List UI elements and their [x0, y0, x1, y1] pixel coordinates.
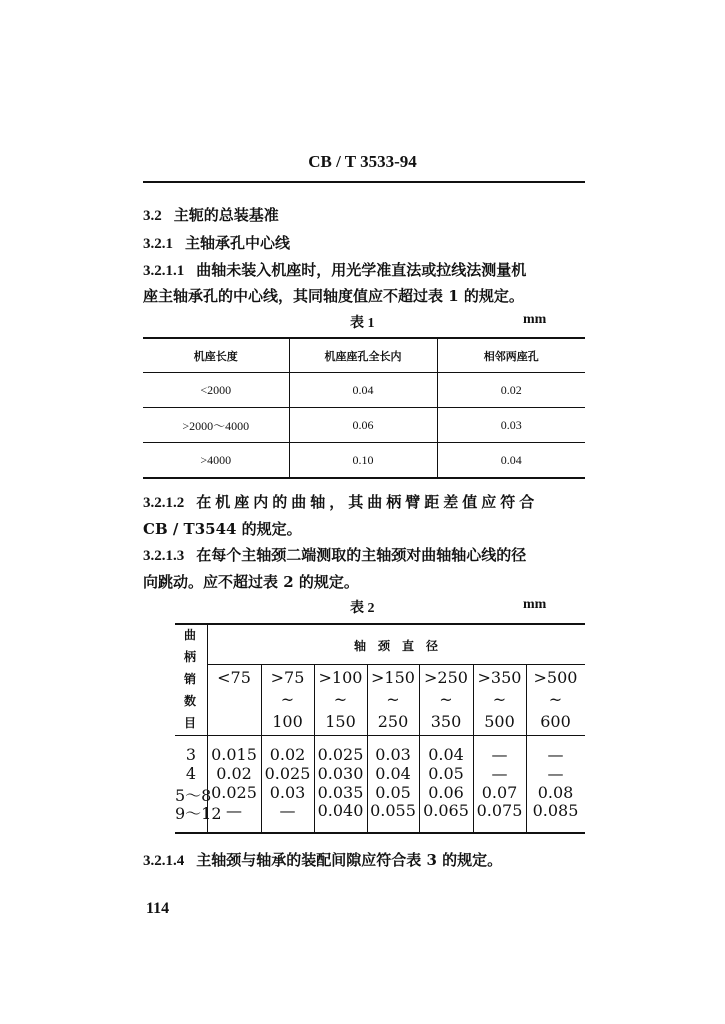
- section-3-2-1-1-line1: [143, 259, 526, 280]
- table2-cell: —: [279, 801, 296, 820]
- table2-cell: 0.04: [375, 764, 411, 783]
- table2-cell: —: [491, 745, 508, 764]
- table2-col-header-mid: ~: [439, 690, 453, 709]
- section-number: 3.2.1.2: [143, 495, 185, 511]
- section-3-2-1-3-line1: [143, 544, 526, 565]
- table2-col-header-top: >100: [318, 668, 363, 687]
- table2-cell: 0.03: [375, 745, 411, 764]
- section-3-2-1-2-line1: [143, 491, 538, 512]
- table2-col-header-mid: ~: [280, 690, 295, 709]
- table2-cell: 0.085: [532, 801, 579, 820]
- table-row: [143, 443, 585, 479]
- table2-cell: 0.08: [537, 783, 574, 802]
- table2-divider: [207, 664, 585, 665]
- paragraph-text: 在每个主轴颈二端测取的主轴颈对曲轴轴心线的径: [196, 546, 527, 564]
- table2-cell: 0.065: [423, 801, 469, 820]
- table2-col-header-top: >150: [371, 668, 415, 687]
- section-3-2-1-heading: [143, 232, 290, 253]
- table2-col-header-top: >75: [270, 668, 305, 687]
- table1-cell: 0.10: [289, 443, 437, 479]
- table2-cell: 0.040: [317, 801, 364, 820]
- table2-cell: 0.02: [269, 745, 306, 764]
- paragraph-text: 主轴颈与轴承的装配间隙应符合表 3 的规定。: [196, 851, 503, 869]
- section-title: 主轴承孔中心线: [185, 234, 291, 252]
- table2-cell: 0.05: [428, 764, 464, 783]
- table2-rowheader-char: 目: [183, 716, 196, 730]
- table1-header-cell: 机座长度: [143, 338, 289, 373]
- table1-unit: mm: [523, 312, 547, 327]
- table2-group-header: 轴 颈 直 径: [353, 639, 438, 653]
- table2-cell: 0.03: [269, 783, 306, 802]
- table2-cell: 0.025: [317, 745, 364, 764]
- table2-cell: —: [547, 745, 564, 764]
- table2-cell: 0.07: [481, 783, 518, 802]
- table2-row-label: 3: [185, 745, 197, 764]
- table2-rowheader-char: 销: [183, 672, 196, 686]
- table1-cell: >4000: [143, 443, 289, 479]
- table2-rowheader-char: 曲: [183, 628, 196, 642]
- section-3-2-1-4: [143, 849, 502, 870]
- table2-cell: —: [547, 764, 564, 783]
- section-title: 主轭的总装基准: [173, 206, 279, 224]
- table2-unit: mm: [523, 597, 547, 612]
- table2-col-header-mid: ~: [333, 690, 348, 709]
- table2-cell: 0.055: [370, 801, 416, 820]
- section-3-2-1-3-line2: 向跳动。应不超过表 2 的规定。: [143, 573, 359, 591]
- section-number: 3.2.1.1: [143, 263, 185, 279]
- section-3-2-1-2-line2: CB / T3544 的规定。: [143, 520, 302, 538]
- table2-col-header-bot: 350: [430, 712, 462, 731]
- table2-cell: 0.030: [317, 764, 364, 783]
- table1-cell: 0.06: [289, 408, 437, 443]
- table2-col-header-top: <75: [217, 668, 251, 687]
- section-number: 3.2.1.4: [143, 853, 185, 869]
- table2-divider: [175, 735, 585, 736]
- table2-col-header-bot: 500: [484, 712, 515, 731]
- table-row: [143, 408, 585, 443]
- table2-bottom-rule: [175, 832, 585, 834]
- table2-cell: 0.035: [317, 783, 364, 802]
- section-number: 3.2: [143, 208, 162, 224]
- table1-cell: 0.02: [437, 373, 585, 408]
- table1-cell: 0.03: [437, 408, 585, 443]
- table2-row-label: 5～8: [175, 786, 212, 805]
- table2-cell: 0.02: [216, 764, 252, 783]
- table2-cell: 0.06: [428, 783, 464, 802]
- paragraph-text: 曲轴未装入机座时，用光学准直法或拉线法测量机: [196, 261, 527, 279]
- paragraph-text: 在机座内的曲轴，其曲柄臂距差值应符合: [196, 493, 539, 511]
- table2-rowheader-char: 柄: [183, 650, 196, 664]
- table2-cell: 0.015: [211, 745, 257, 764]
- section-number: 3.2.1.3: [143, 548, 185, 564]
- table2-row-label: 9～12: [175, 804, 222, 823]
- table2-row-label: 4: [185, 764, 197, 783]
- table2-col-header-top: >350: [477, 668, 522, 687]
- table1-cell: <2000: [143, 373, 289, 408]
- table1: [143, 337, 585, 479]
- table2-col-header-bot: 600: [540, 712, 571, 731]
- header-rule: [143, 181, 585, 183]
- table1-caption: 表 1: [350, 316, 375, 331]
- table2-cell: 0.04: [428, 745, 464, 764]
- table2-top-rule: [175, 623, 585, 625]
- table-row: [143, 373, 585, 408]
- section-number: 3.2.1: [143, 236, 173, 252]
- table2-cell: 0.025: [264, 764, 311, 783]
- table1-cell: >2000～4000: [143, 408, 289, 443]
- table2-col-header-top: >250: [424, 668, 468, 687]
- table1-cell: 0.04: [289, 373, 437, 408]
- table2-cell: —: [226, 801, 242, 820]
- table2-rowheader-char: 数: [183, 694, 196, 708]
- table2-col-header-bot: 250: [377, 712, 409, 731]
- table2-col-header-mid: ~: [548, 690, 563, 709]
- standard-code-header: CB / T 3533-94: [308, 152, 417, 171]
- table2-col-header-mid: ~: [386, 690, 400, 709]
- table2-col-header-top: >500: [533, 668, 578, 687]
- table1-cell: 0.04: [437, 443, 585, 479]
- table2-cell: 0.075: [476, 801, 523, 820]
- section-3-2-1-1-line2: 座主轴承孔的中心线，其同轴度值应不超过表 1 的规定。: [143, 287, 524, 305]
- table2-col-header-mid: ~: [492, 690, 507, 709]
- table2-col-header-bot: 150: [325, 712, 356, 731]
- table2-cell: 0.025: [211, 783, 257, 802]
- table2-cell: —: [491, 764, 508, 783]
- table1-header-cell: 机座座孔全长内: [289, 338, 437, 373]
- table1-header-row: [143, 338, 585, 373]
- page-number: 114: [146, 900, 170, 917]
- table2-cell: 0.05: [375, 783, 411, 802]
- table2-col-header-bot: 100: [272, 712, 303, 731]
- section-3-2-heading: [143, 204, 279, 225]
- table2-caption: 表 2: [350, 601, 375, 616]
- table1-header-cell: 相邻两座孔: [437, 338, 585, 373]
